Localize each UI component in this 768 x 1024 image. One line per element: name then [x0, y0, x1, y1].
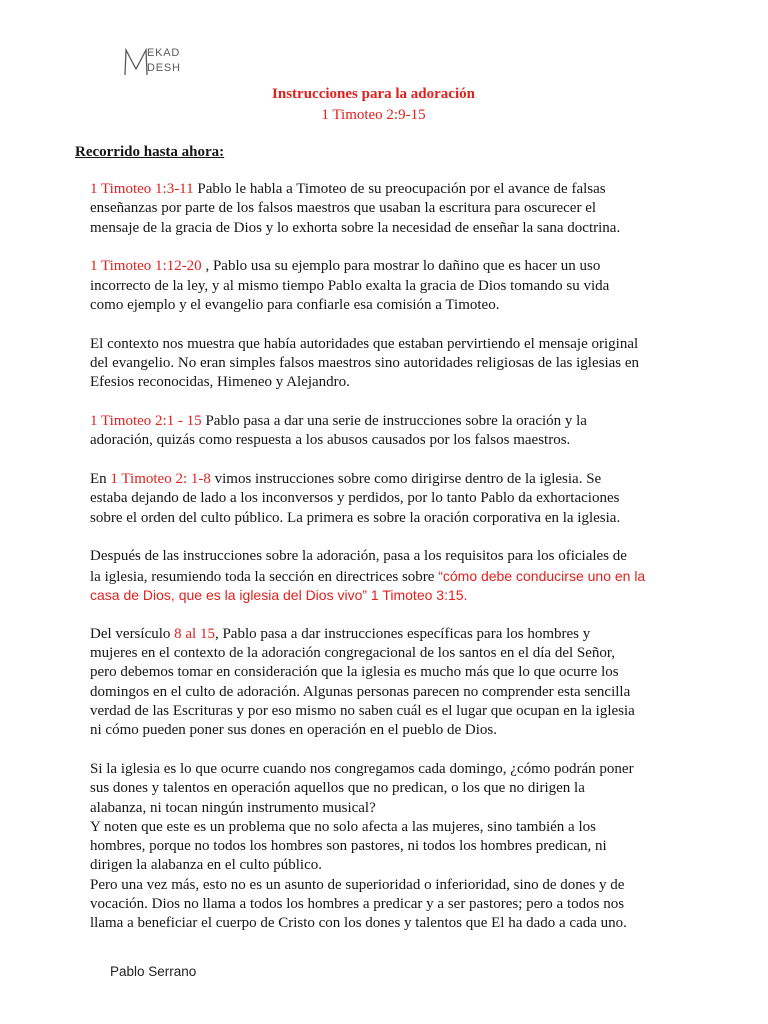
text-line — [90, 818, 645, 837]
text-line — [90, 470, 645, 489]
text-line — [90, 567, 645, 586]
text-segment: Efesios reconocidas, Himeneo y Alejandro. — [90, 374, 350, 391]
paragraph — [90, 412, 645, 451]
text-line — [90, 219, 645, 238]
text-line — [90, 856, 645, 875]
text-line — [90, 914, 645, 933]
text-line — [90, 257, 645, 276]
document-subtitle: 1 Timoteo 2:9-15 — [321, 107, 426, 123]
text-segment: Después de las instrucciones sobre la adoración, pasa a los requisitos para los oficiales de — [90, 548, 627, 565]
scripture-reference: 1 Timoteo 2:1 - 15 — [90, 412, 202, 429]
text-line — [90, 837, 645, 856]
text-line — [90, 760, 645, 779]
document-header — [90, 84, 657, 126]
text-line — [90, 895, 645, 914]
text-line — [90, 799, 645, 818]
text-segment: vocación. Dios no llama a todos los hombres a predicar y a ser pastores; pero a todos nos — [90, 896, 625, 913]
paragraph — [90, 470, 645, 528]
footer-author: Pablo Serrano — [110, 964, 197, 979]
text-segment: sus dones y talentos en operación aquellos que no predican, o los que no dirigen la — [90, 780, 585, 797]
text-segment: , Pablo pasa a dar instrucciones específicas para los hombres y — [214, 625, 591, 642]
paragraph — [90, 257, 645, 315]
text-line — [90, 354, 645, 373]
logo-m-mark — [123, 48, 149, 78]
text-line — [90, 702, 645, 721]
text-segment: , Pablo usa su ejemplo para mostrar lo dañino que es hacer un uso — [201, 258, 601, 275]
text-line — [90, 644, 645, 663]
paragraph — [90, 335, 645, 393]
text-line — [90, 296, 645, 315]
text-segment: ni cómo pueden poner sus dones en operación en el pueblo de Dios. — [90, 722, 497, 739]
text-line — [90, 277, 645, 296]
text-segment: El contexto nos muestra que había autoridades que estaban pervirtiendo el mensaje original — [90, 335, 639, 352]
text-segment: dirigen la alabanza en el culto público. — [90, 857, 322, 874]
text-line — [90, 509, 645, 528]
text-segment: incorrecto de la ley, y al mismo tiempo Pablo exalta la gracia de Dios tomando su vida — [90, 277, 610, 294]
text-line — [90, 199, 645, 218]
text-line — [90, 547, 645, 566]
paragraph — [90, 625, 645, 741]
paragraph — [90, 180, 645, 238]
text-line — [90, 721, 645, 740]
brand-logo — [123, 46, 183, 78]
text-segment: Pero una vez más, esto no es un asunto de superioridad o inferioridad, sino de dones y de — [90, 876, 625, 893]
text-segment: vimos instrucciones sobre como dirigirse dentro de la iglesia. Se — [210, 470, 602, 487]
text-segment: mujeres en el contexto de la adoración congregacional de los santos en el día del Señor, — [90, 644, 616, 661]
logo-text-lower: DESH — [147, 62, 181, 74]
scripture-quote: casa de Dios, que es la iglesia del Dios vivo” 1 Timoteo 3:15. — [90, 586, 468, 603]
scripture-reference: 1 Timoteo 1:12-20 — [90, 258, 202, 275]
text-segment: verdad de las Escrituras y por eso mismo no saben cuál es el lugar que ocupan en la iglesia — [90, 702, 635, 719]
text-segment: En — [90, 470, 111, 487]
text-segment: llama a beneficiar el cuerpo de Cristo con los dones y talentos que El ha dado a cada uno. — [90, 915, 627, 932]
text-line — [90, 586, 645, 605]
text-line — [90, 180, 645, 199]
text-line — [90, 373, 645, 392]
section-heading: Recorrido hasta ahora: — [75, 144, 225, 160]
text-line — [90, 489, 645, 508]
text-line — [90, 431, 645, 450]
text-segment: enseñanzas por parte de los falsos maestros que usaban la escritura para oscurecer el — [90, 200, 597, 217]
text-segment: como ejemplo y el evangelio para confiarle esa comisión a Timoteo. — [90, 296, 500, 313]
text-segment: Y noten que este es un problema que no solo afecta a las mujeres, sino también a los — [90, 818, 596, 835]
text-segment: domingos en el culto de adoración. Algunas personas parecen no comprender esta sencilla — [90, 683, 631, 700]
logo-text-upper: EKAD — [147, 47, 181, 59]
scripture-reference: 8 al 15 — [174, 625, 215, 642]
document-title: Instrucciones para la adoración — [272, 86, 475, 102]
text-segment: la iglesia, resumiendo toda la sección en directrices sobre — [90, 568, 439, 585]
text-segment: estaba dejando de lado a los inconversos y perdidos, por lo tanto Pablo da exhortaciones — [90, 490, 620, 507]
text-segment: Pablo le habla a Timoteo de su preocupación por el avance de falsas — [193, 181, 606, 197]
text-line — [90, 876, 645, 895]
text-line — [90, 779, 645, 798]
text-segment: Si la iglesia es lo que ocurre cuando nos congregamos cada domingo, ¿cómo podrán poner — [90, 760, 634, 777]
text-line — [90, 412, 645, 431]
text-line — [90, 625, 645, 644]
text-segment: mensaje de la gracia de Dios y lo exhorta sobre la necesidad de enseñar la sana doctrina. — [90, 219, 621, 236]
text-segment: Pablo pasa a dar una serie de instrucciones sobre la oración y la — [201, 412, 587, 429]
text-segment: Del versículo — [90, 625, 175, 642]
text-line — [90, 683, 645, 702]
text-line — [90, 663, 645, 682]
text-segment: alabanza, ni tocan ningún instrumento musical? — [90, 799, 376, 816]
scripture-quote: “cómo debe conducirse uno en la — [438, 567, 646, 584]
text-segment: del evangelio. No eran simples falsos maestros sino autoridades religiosas de las iglesias en — [90, 354, 640, 371]
paragraph — [90, 547, 645, 605]
text-line — [90, 335, 645, 354]
text-segment: sobre el orden del culto público. La primera es sobre la oración corporativa en la iglesia. — [90, 509, 621, 526]
text-segment: pero debemos tomar en consideración que la iglesia es mucho más que lo que ocurre los — [90, 664, 619, 681]
scripture-reference: 1 Timoteo 1:3-11 — [90, 181, 194, 197]
document-body — [90, 180, 645, 953]
scripture-reference: 1 Timoteo 2: 1-8 — [110, 470, 211, 487]
paragraph — [90, 760, 645, 934]
text-segment: adoración, quizás como respuesta a los abusos causados por los falsos maestros. — [90, 432, 571, 449]
text-segment: hombres, porque no todos los hombres son pastores, ni todos los hombres predican, ni — [90, 838, 607, 855]
